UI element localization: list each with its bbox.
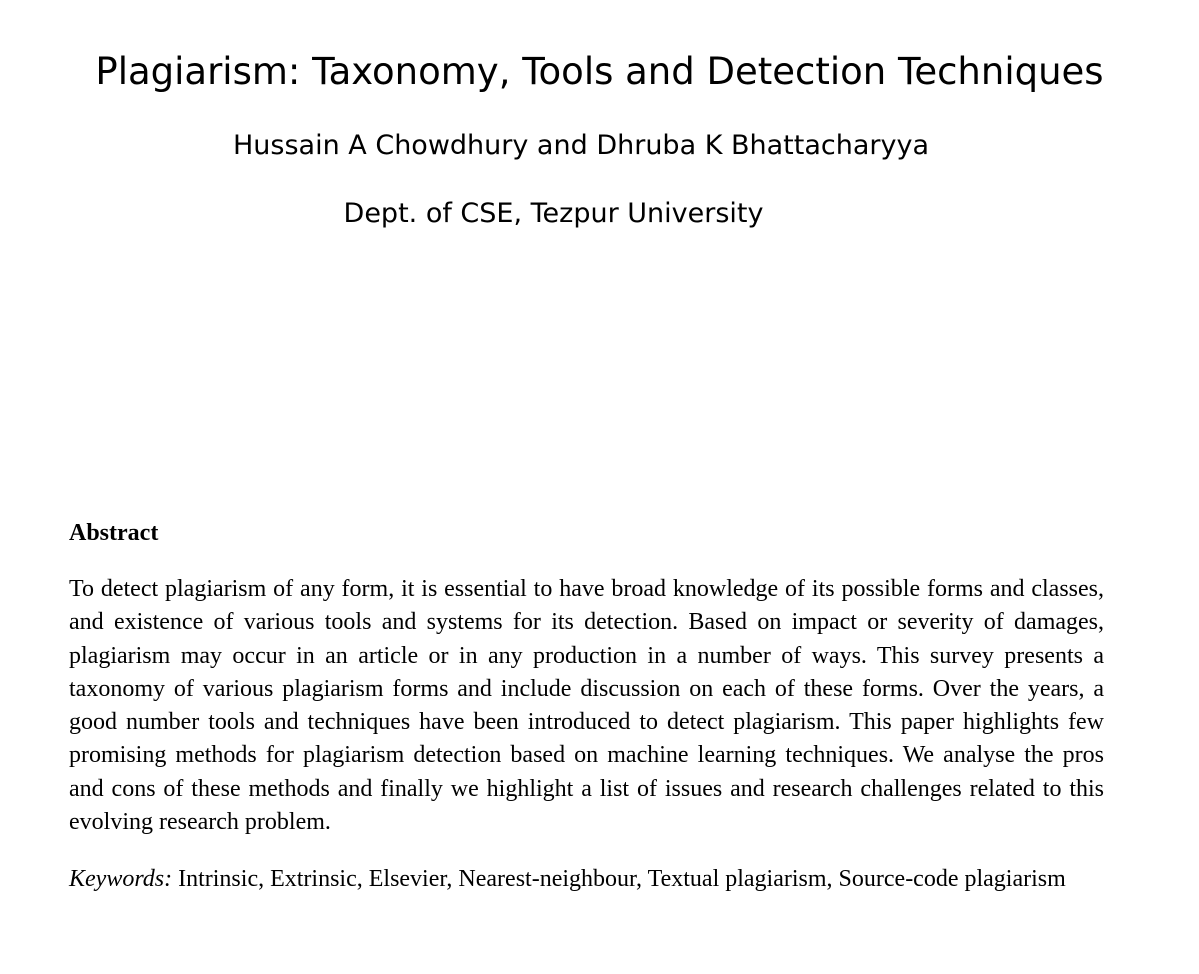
- paper-title: Plagiarism: Taxonomy, Tools and Detection Techniques: [95, 50, 1104, 93]
- paper-affiliation: Dept. of CSE, Tezpur University: [343, 198, 764, 229]
- keywords-paragraph: [69, 863, 1104, 896]
- abstract-body: To detect plagiarism of any form, it is essential to have broad knowledge of its possible forms and classes, and existence of various tools and systems for its detection. Based on impact or severity of damages, plagiarism may occur in an article or in any production in a number of ways. This survey presents a taxonomy of various plagiarism forms and include discussion on each of these forms. Over the years, a good number tools and techniques have been introduced to detect plagiarism. This paper highlights few promising methods for plagiarism detection based on machine learning techniques. We analyse the pros and cons of these methods and finally we highlight a list of issues and research challenges related to this evolving research problem.: [69, 576, 1104, 836]
- abstract-heading: Abstract: [69, 520, 159, 546]
- paper-authors: Hussain A Chowdhury and Dhruba K Bhattacharyya: [233, 130, 929, 161]
- keywords-list: Intrinsic, Extrinsic, Elsevier, Nearest-neighbour, Textual plagiarism, Source-code plagiarism: [178, 866, 1066, 892]
- keywords-label: Keywords:: [69, 866, 173, 892]
